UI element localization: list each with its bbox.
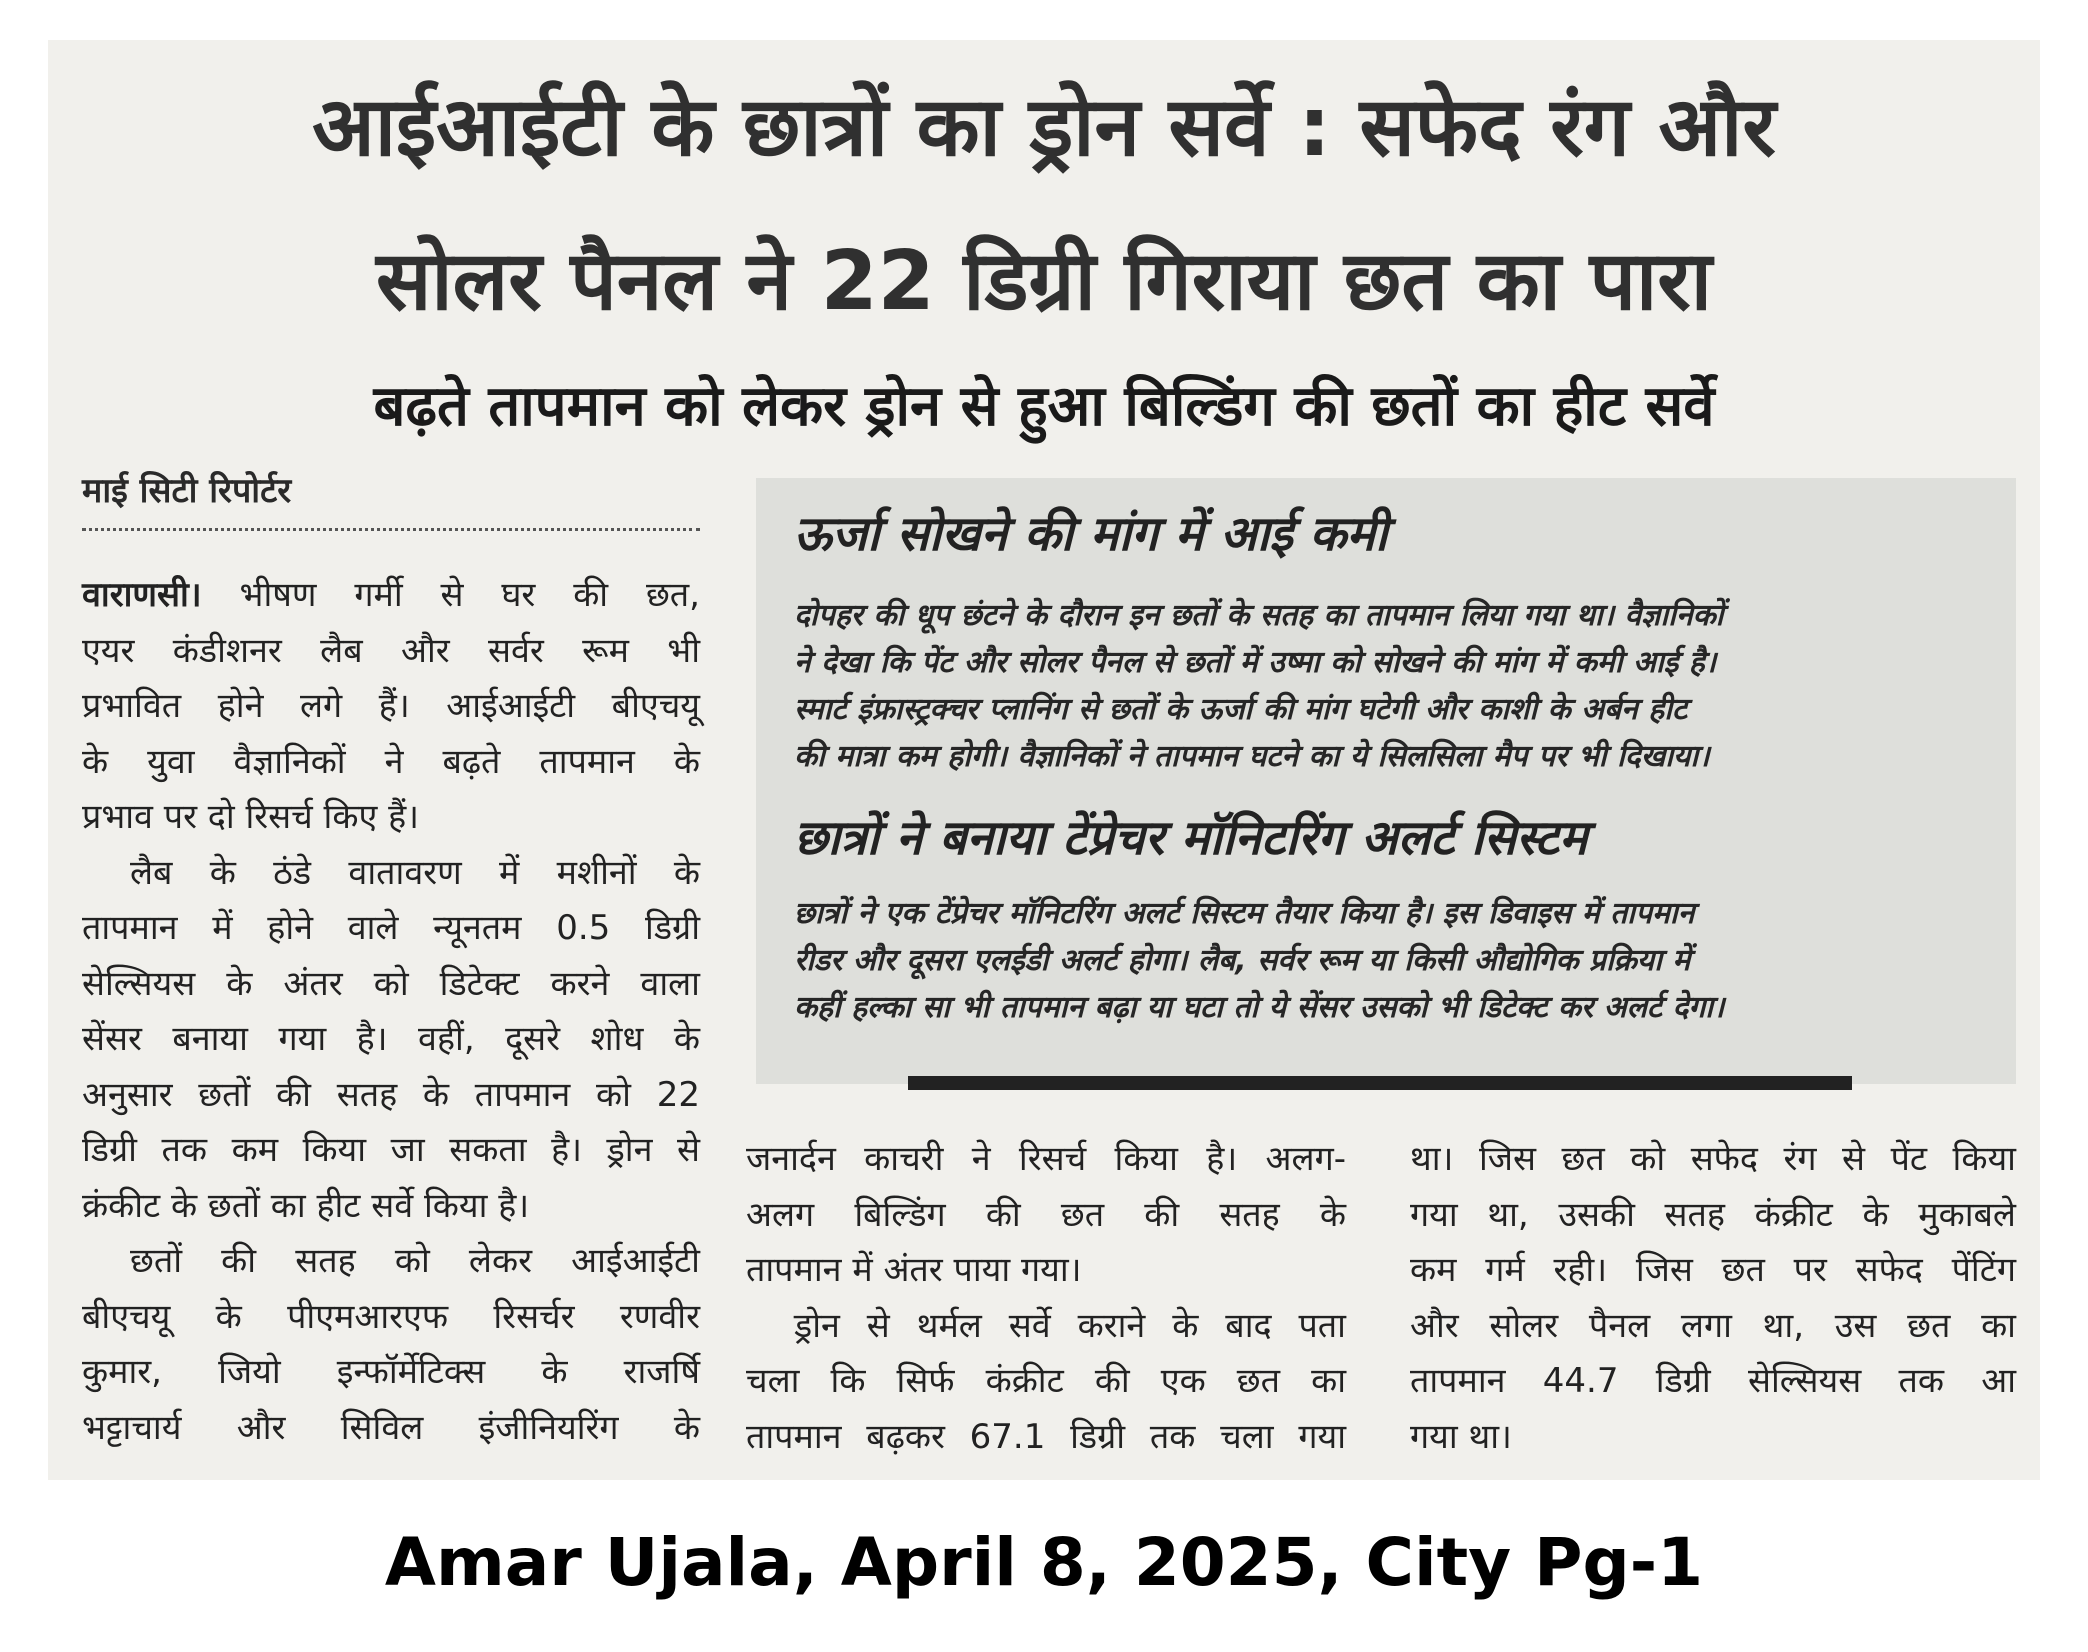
article-column-2 xyxy=(746,1132,1346,1465)
column-line: के युवा वैज्ञानिकों ने बढ़ते तापमान के xyxy=(82,741,700,782)
column-line: सेंसर बनाया गया है। वहीं, दूसरे शोध के xyxy=(82,1019,700,1059)
column-line: एयर कंडीशनर लैब और सर्वर रूम भी xyxy=(82,630,700,671)
box-line: कहीं हल्का सा भी तापमान बढ़ा या घटा तो ये सेंसर उसको भी डिटेक्ट कर अलर्ट देगा। xyxy=(794,990,1725,1025)
column-line: कम गर्म रही। जिस छत पर सफेद पेंटिंग xyxy=(1410,1250,2016,1290)
box-line: स्मार्ट इंफ्रास्ट्रक्चर प्लानिंग से छतों के ऊर्जा की मांग घटेगी और काशी के अर्बन हीट xyxy=(794,692,1688,727)
article-column-1 xyxy=(82,568,700,1456)
byline: माई सिटी रिपोर्टर xyxy=(82,471,292,511)
byline-divider xyxy=(82,528,700,531)
column-line: वाराणसी। भीषण गर्मी से घर की छत, xyxy=(82,575,700,615)
box-section-2-text xyxy=(794,890,1978,1031)
column-line: जनार्दन काचरी ने रिसर्च किया है। अलग- xyxy=(746,1139,1346,1179)
column-line: तापमान में अंतर पाया गया। xyxy=(746,1250,1082,1290)
box-line: छात्रों ने एक टेंप्रेचर मॉनिटरिंग अलर्ट सिस्टम तैयार किया है। इस डिवाइस में तापमान xyxy=(794,896,1695,931)
column-line: और सोलर पैनल लगा था, उस छत का xyxy=(1410,1305,2016,1346)
column-line: अनुसार छतों की सतह के तापमान को 22 xyxy=(82,1074,700,1115)
column-line: ड्रोन से थर्मल सर्वे कराने के बाद पता xyxy=(794,1305,1346,1346)
column-line: प्रभावित होने लगे हैं। आईआईटी बीएचयू xyxy=(82,686,700,726)
column-line: प्रभाव पर दो रिसर्च किए हैं। xyxy=(82,797,420,837)
column-line: चला कि सिर्फ कंक्रीट की एक छत का xyxy=(746,1361,1346,1401)
column-line: क्रंकीट के छतों का हीट सर्वे किया है। xyxy=(82,1185,530,1226)
column-line: गया था, उसकी सतह कंक्रीट के मुकाबले xyxy=(1410,1194,2016,1235)
box-section-1-text xyxy=(794,592,1978,780)
column-line: अलग बिल्डिंग की छत की सतह के xyxy=(746,1194,1346,1235)
box-bottom-rule xyxy=(908,1076,1852,1090)
info-box xyxy=(756,478,2016,1084)
column-line: बीएचयू के पीएमआरएफ रिसर्चर रणवीर xyxy=(82,1296,700,1337)
headline-line-2: सोलर पैनल ने 22 डिग्री गिराया छत का पारा xyxy=(375,234,1713,329)
dateline: वाराणसी। xyxy=(82,575,202,615)
article-column-3 xyxy=(1410,1132,2016,1465)
box-line: दोपहर की धूप छंटने के दौरान इन छतों के सतह का तापमान लिया गया था। वैज्ञानिकों xyxy=(794,598,1724,633)
column-line: था। जिस छत को सफेद रंग से पेंट किया xyxy=(1410,1139,2016,1179)
column-line: गया था। xyxy=(1410,1416,1512,1457)
box-line: ने देखा कि पेंट और सोलर पैनल से छतों में उष्मा को सोखने की मांग में कमी आई है। xyxy=(794,645,1717,680)
column-line: लैब के ठंडे वातावरण में मशीनों के xyxy=(130,852,700,893)
box-section-1-title: ऊर्जा सोखने की मांग में आई कमी xyxy=(794,506,1388,562)
column-line: डिग्री तक कम किया जा सकता है। ड्रोन से xyxy=(82,1130,700,1170)
box-line: रीडर और दूसरा एलईडी अलर्ट होगा। लैब, सर्वर रूम या किसी औद्योगिक प्रक्रिया में xyxy=(794,943,1691,978)
column-line: तापमान 44.7 डिग्री सेल्सियस तक आ xyxy=(1410,1361,2016,1401)
column-line: सेल्सियस के अंतर को डिटेक्ट करने वाला xyxy=(82,963,700,1004)
column-line: भट्टाचार्य और सिविल इंजीनियरिंग के xyxy=(82,1407,700,1448)
box-line: की मात्रा कम होगी। वैज्ञानिकों ने तापमान घटने का ये सिलसिला मैप पर भी दिखाया। xyxy=(794,739,1710,774)
source-caption: Amar Ujala, April 8, 2025, City Pg-1 xyxy=(384,1524,1704,1601)
column-line: छतों की सतह को लेकर आईआईटी xyxy=(130,1241,700,1281)
subheadline: बढ़ते तापमान को लेकर ड्रोन से हुआ बिल्डिंग की छतों का हीट सर्वे xyxy=(373,374,1715,439)
newspaper-clipping xyxy=(48,40,2040,1480)
headline-line-1: आईआईटी के छात्रों का ड्रोन सर्वे : सफेद रंग और xyxy=(312,80,1776,175)
box-section-2-title: छात्रों ने बनाया टेंप्रेचर मॉनिटरिंग अलर्ट सिस्टम xyxy=(794,810,1588,866)
column-line: तापमान बढ़कर 67.1 डिग्री तक चला गया xyxy=(746,1416,1346,1457)
column-line: तापमान में होने वाले न्यूनतम 0.5 डिग्री xyxy=(82,908,700,948)
column-line: कुमार, जियो इन्फॉर्मेटिक्स के राजर्षि xyxy=(82,1352,700,1392)
